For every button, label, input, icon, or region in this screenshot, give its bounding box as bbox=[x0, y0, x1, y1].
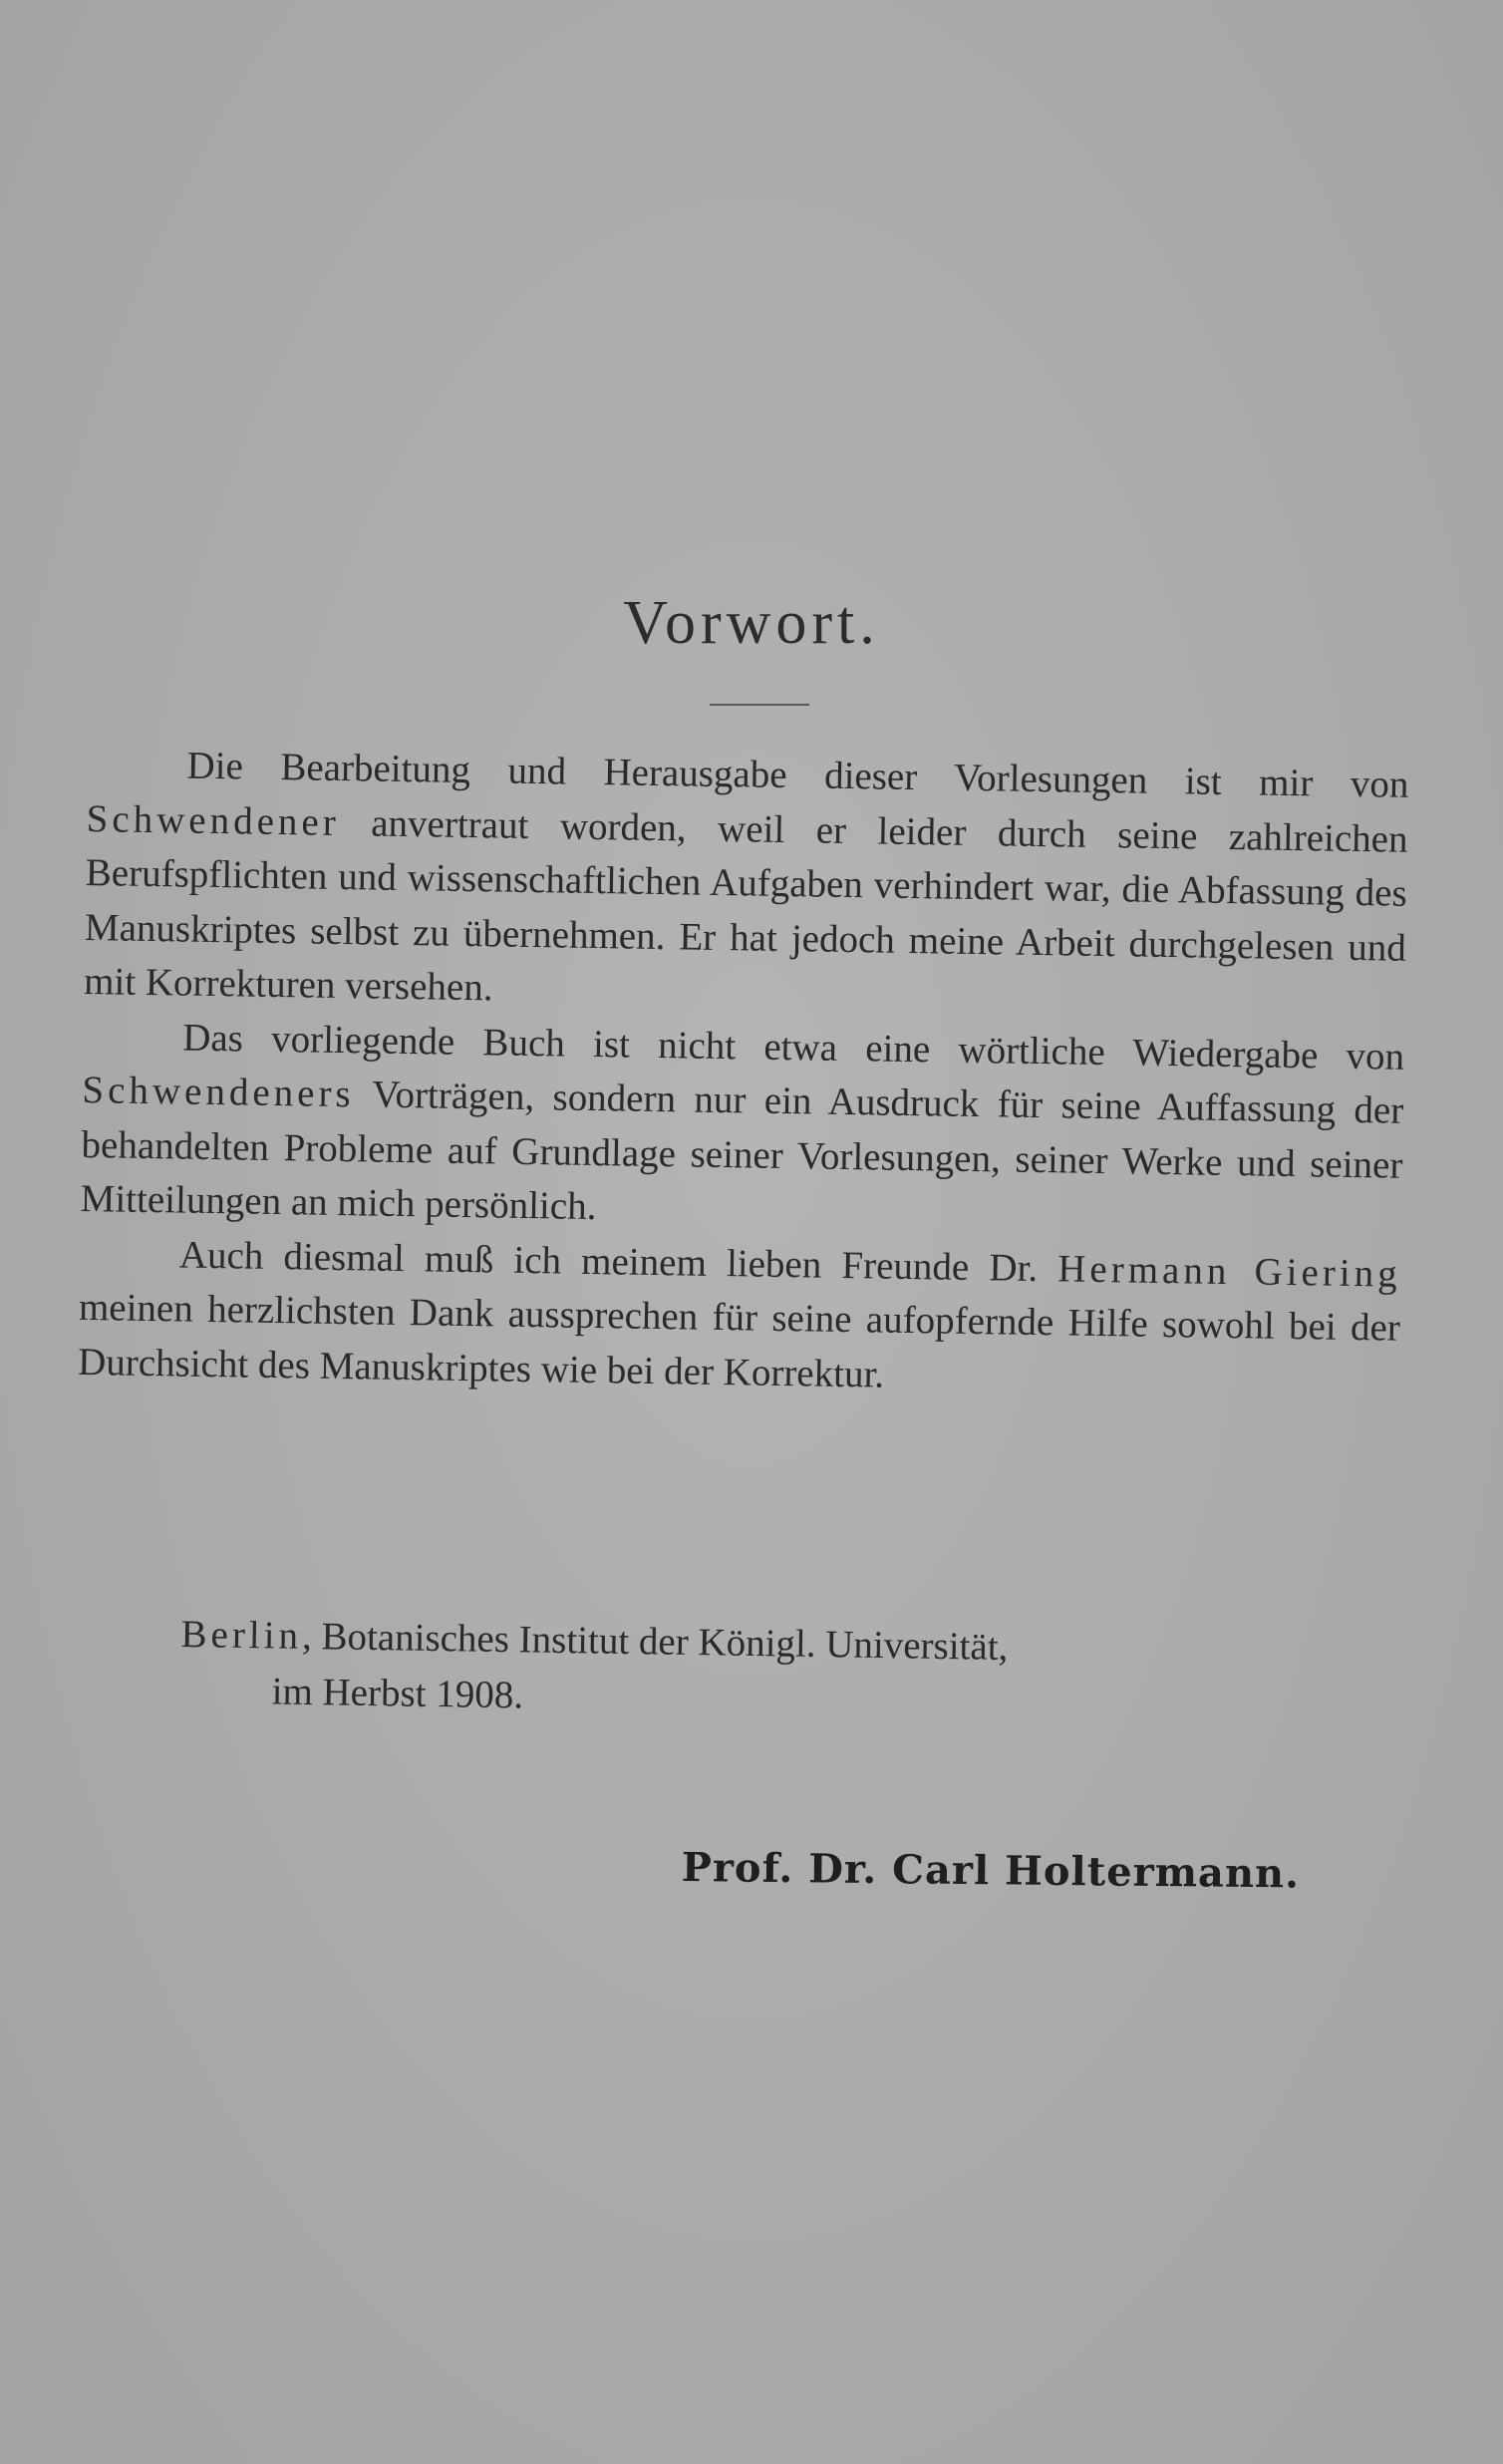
page-title: Vorwort. bbox=[623, 589, 880, 657]
preface-body bbox=[78, 738, 1409, 1410]
author-signature: Prof. Dr. Carl Holtermann. bbox=[681, 1844, 1301, 1898]
paragraph-3 bbox=[78, 1226, 1401, 1409]
closing-place: Berlin bbox=[180, 1612, 303, 1658]
closing-place-rest: , Botanisches Institut der Königl. Universität, bbox=[301, 1614, 1009, 1670]
paragraph-3-text-b: meinen herzlichsten Dank aussprechen für seine aufopfernde Hilfe sowohl bei der Durchsicht des Manuskriptes wie bei der Korrektur. bbox=[77, 1285, 1401, 1396]
closing-date: im Herbst 1908. bbox=[271, 1670, 524, 1717]
spaced-name-hermann-giering: Hermann Giering bbox=[1056, 1246, 1402, 1296]
spaced-name-schwendeners: Schwendeners bbox=[82, 1068, 356, 1116]
paragraph-1-text-a: Die Bearbeitung und Herausgabe dieser Vorlesungen ist mir von bbox=[186, 744, 1409, 806]
spaced-name-schwendener: Schwendener bbox=[86, 796, 341, 844]
paragraph-1-text-b: anvertraut worden, weil er leider durch seine zahlreichen Berufspflichten und wissenschaftlichen Aufgaben verhindert war, die Abfassung des Manuskriptes selbst zu übernehmen. Er hat jedoch meine Arbeit durchgelesen und mit Korrekturen versehen. bbox=[83, 800, 1408, 1010]
closing-place-date bbox=[179, 1607, 1278, 1735]
paragraph-2-text-a: Das vorliegende Buch ist nicht etwa eine wörtliche Wiedergabe von bbox=[181, 1016, 1405, 1078]
title-divider bbox=[710, 704, 809, 706]
paragraph-1 bbox=[84, 738, 1409, 1030]
paragraph-2 bbox=[80, 1009, 1404, 1247]
paragraph-3-text-a: Auch diesmal muß ich meinem lieben Freunde Dr. bbox=[178, 1233, 1058, 1290]
paragraph-2-text-b: Vorträgen, sondern nur ein Ausdruck für seine Auffassung der behandelten Probleme auf Grundlage seiner Vorlesungen, seiner Werke und seiner Mitteilungen an mich persönlich. bbox=[80, 1073, 1404, 1229]
